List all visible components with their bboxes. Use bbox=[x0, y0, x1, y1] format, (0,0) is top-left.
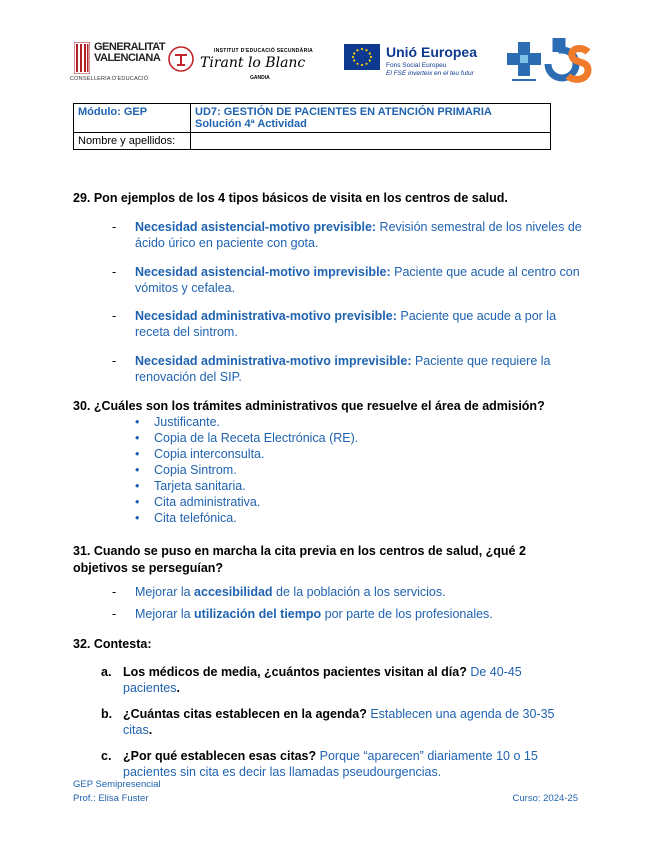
question-31-line1: 31. Cuando se puso en marcha la cita previa en los centros de salud, ¿qué 2 bbox=[73, 544, 526, 558]
header-logos bbox=[70, 38, 590, 90]
item-term: Necesidad asistencial-motivo imprevisible: bbox=[135, 265, 391, 279]
item-letter: b. bbox=[101, 707, 113, 721]
item-term: accesibilidad bbox=[194, 585, 273, 599]
conselleria-label: CONSELLERIA D'EDUCACIÓ bbox=[70, 76, 149, 82]
sub-question: ¿Por qué establecen esas citas? bbox=[123, 749, 317, 763]
sub-question: ¿Cuántas citas establecen en la agenda? bbox=[123, 707, 367, 721]
list-item: • Copia interconsulta. bbox=[135, 446, 358, 462]
list-item bbox=[112, 308, 582, 340]
list-item: • Copia Sintrom. bbox=[135, 462, 358, 478]
tirant-lo-blanc-logo bbox=[168, 42, 336, 86]
eu-slogan: El FSE inverteix en el teu futur bbox=[386, 70, 474, 77]
eu-flag-icon bbox=[344, 44, 380, 70]
footer-course-year: Curso: 2024-25 bbox=[512, 793, 578, 804]
item-term: Necesidad administrativa-motivo previsible: bbox=[135, 309, 397, 323]
dash-marker: - bbox=[112, 265, 117, 279]
footer-teacher: Prof.: Elisa Fuster bbox=[73, 793, 149, 804]
name-value[interactable] bbox=[191, 133, 551, 150]
dash-marker: - bbox=[112, 354, 117, 368]
list-item: - Mejorar la utilización del tiempo por parte de los profesionales. bbox=[112, 607, 493, 621]
eu-subtitle: Fons Social Europeu bbox=[386, 62, 447, 69]
dash-marker: - bbox=[112, 585, 117, 599]
eu-logo bbox=[344, 44, 504, 84]
item-text: Paciente que acude al centro con vómitos y cefalea. bbox=[135, 265, 580, 295]
list-item: - Mejorar la accesibilidad de la población a los servicios. bbox=[112, 585, 446, 599]
list-item: • Copia de la Receta Electrónica (RE). bbox=[135, 430, 358, 446]
sub-question: Los médicos de media, ¿cuántos pacientes visitan al día? bbox=[123, 665, 467, 679]
item-letter: c. bbox=[101, 749, 112, 763]
generalitat-wordmark: GENERALITAT VALENCIANA bbox=[94, 41, 166, 64]
list-item bbox=[112, 353, 582, 385]
item-text: Paciente que acude a por la receta del sintrom. bbox=[135, 309, 557, 339]
list-item bbox=[101, 748, 561, 780]
sub-answer: De 40-45 pacientes bbox=[123, 665, 522, 695]
list-item: b. ¿Cuántas citas establecen en la agenda? Establecen una agenda de 30-35 citas. bbox=[101, 707, 555, 737]
item-term: Necesidad asistencial-motivo previsible: bbox=[135, 220, 377, 234]
sub-answer: Porque “aparecen” diariamente 10 o 15 pacientes sin cita es decir las llamadas pseudourgencias. bbox=[123, 749, 538, 779]
generalitat-logo bbox=[70, 40, 166, 86]
name-label: Nombre y apellidos: bbox=[74, 133, 191, 150]
tirant-city: GANDIA bbox=[250, 75, 270, 81]
module-info-table bbox=[73, 103, 551, 150]
eu-title: Unió Europea bbox=[386, 44, 478, 60]
generalitat-emblem-icon bbox=[74, 42, 90, 74]
item-term: Necesidad administrativa-motivo imprevisible: bbox=[135, 354, 412, 368]
question-31-line2: objetivos se perseguían? bbox=[73, 561, 224, 575]
list-item bbox=[112, 219, 582, 251]
unit-title-cell bbox=[191, 104, 551, 133]
question-30: 30. ¿Cuáles son los trámites administrativos que resuelve el área de admisión? bbox=[73, 399, 545, 413]
item-letter: a. bbox=[101, 665, 112, 679]
footer-course-name: GEP Semipresencial bbox=[73, 779, 161, 790]
list-item: a. Los médicos de media, ¿cuántos pacientes visitan al día? De 40-45 pacientes. bbox=[101, 665, 522, 695]
tirant-emblem-icon bbox=[168, 46, 194, 72]
dash-marker: - bbox=[112, 220, 117, 234]
unit-subtitle: Solución 4ª Actividad bbox=[195, 118, 307, 130]
dash-marker: - bbox=[112, 309, 117, 323]
admission-procedures-list bbox=[135, 414, 358, 526]
table-row bbox=[74, 104, 551, 133]
question-29: 29. Pon ejemplos de los 4 tipos básicos de visita en los centros de salud. bbox=[73, 191, 508, 205]
list-item bbox=[112, 264, 582, 296]
item-term: utilización del tiempo bbox=[194, 607, 322, 621]
dash-marker: - bbox=[112, 607, 117, 621]
sub-answer: Establecen una agenda de 30-35 citas bbox=[123, 707, 555, 737]
tirant-name: Tirant lo Blanc bbox=[200, 55, 306, 71]
list-item: • Justificante. bbox=[135, 414, 358, 430]
list-item: • Cita administrativa. bbox=[135, 494, 358, 510]
list-item: • Cita telefónica. bbox=[135, 510, 358, 526]
unit-title: UD7: GESTIÓN DE PACIENTES EN ATENCIÓN PRIMARIA bbox=[195, 106, 492, 118]
module-label: Módulo: GEP bbox=[74, 104, 191, 133]
question-31 bbox=[73, 543, 526, 577]
list-item: • Tarjeta sanitaria. bbox=[135, 478, 358, 494]
item-text: Revisión semestral de los niveles de ácido úrico en paciente con gota. bbox=[135, 220, 582, 250]
ds-logo-icon bbox=[544, 38, 592, 86]
item-text: Paciente que requiere la renovación del SIP. bbox=[135, 354, 551, 384]
tirant-institute-label: INSTITUT D'EDUCACIÓ SECUNDÀRIA bbox=[214, 48, 314, 54]
question-32: 32. Contesta: bbox=[73, 637, 152, 651]
health-cross-logo-icon bbox=[506, 40, 542, 84]
table-row bbox=[74, 133, 551, 150]
